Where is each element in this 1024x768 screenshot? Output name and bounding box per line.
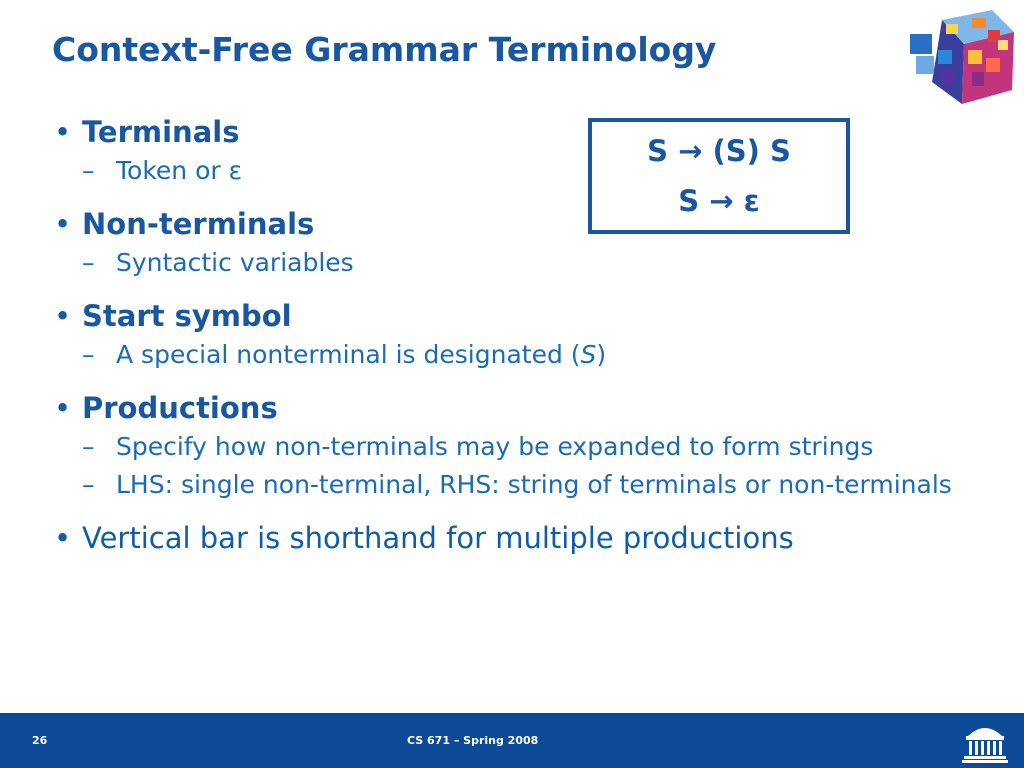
bullet-label: Productions (82, 391, 278, 425)
sub-marker: – (82, 432, 95, 461)
bullet-marker: • (54, 207, 72, 241)
sub-bullet (54, 466, 956, 504)
bullet-label: Terminals (82, 115, 240, 149)
cube-logo-icon (890, 4, 1020, 112)
bullet-marker: • (54, 391, 72, 425)
productions-box (588, 118, 850, 234)
bullet-start-symbol (54, 296, 984, 336)
bullet-vertical-bar (54, 518, 984, 558)
footer-bar (0, 713, 1024, 768)
sub-marker: – (82, 470, 95, 499)
university-rotunda-icon (960, 718, 1010, 766)
sub-bullet-text-before: A special nonterminal is designated ( (116, 340, 581, 369)
production-rule: S → ε (678, 184, 760, 218)
bullet-marker: • (54, 299, 72, 333)
sub-bullet (54, 428, 956, 466)
sub-marker: – (82, 248, 95, 277)
page-number: 26 (32, 734, 48, 747)
sub-marker: – (82, 340, 95, 369)
course-label: CS 671 – Spring 2008 (407, 734, 539, 747)
bullet-productions (54, 388, 984, 428)
bullet-label: Non-terminals (82, 207, 315, 241)
bullet-marker: • (54, 115, 72, 149)
bullet-marker: • (54, 521, 72, 555)
sub-bullet (54, 244, 956, 282)
sub-bullet-text-after: ) (596, 340, 607, 369)
production-rule: S → (S) S (647, 134, 791, 168)
sub-bullet-text: LHS: single non-terminal, RHS: string of terminals or non-terminals (116, 470, 952, 499)
bullet-label: Vertical bar is shorthand for multiple productions (82, 521, 794, 555)
start-symbol-s: S (580, 340, 597, 369)
bullet-label: Start symbol (82, 299, 292, 333)
sub-bullet-text: Syntactic variables (116, 248, 354, 277)
sub-bullet (54, 336, 956, 374)
sub-bullet-text: Specify how non-terminals may be expanded to form strings (116, 432, 874, 461)
sub-marker: – (82, 156, 95, 185)
sub-bullet-text: Token or ε (116, 156, 243, 185)
slide-title: Context-Free Grammar Terminology (52, 30, 717, 69)
